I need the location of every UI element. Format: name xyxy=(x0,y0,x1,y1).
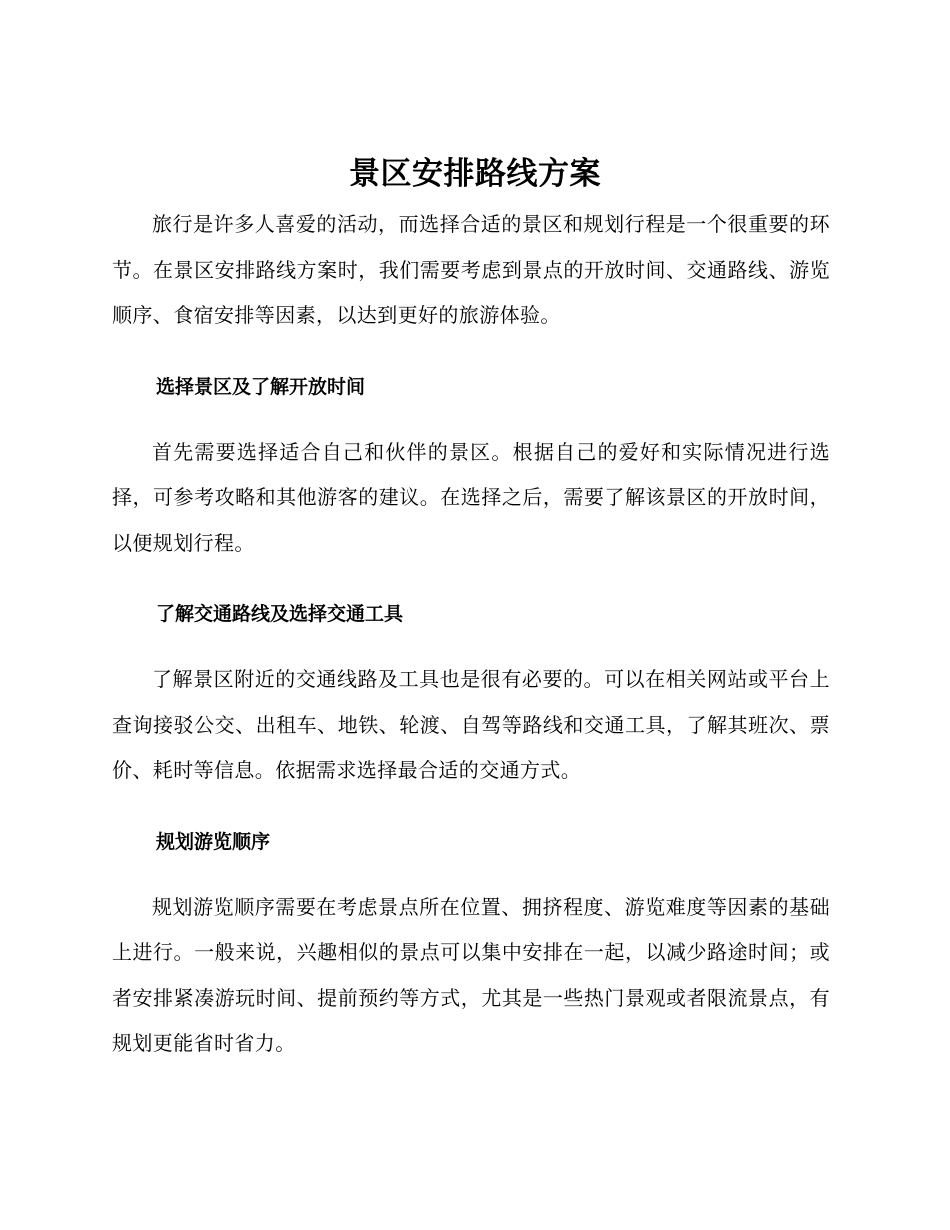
section-body-transport: 了解景区附近的交通线路及工具也是很有必要的。可以在相关网站或平台上查询接驳公交、出租车、地铁、轮渡、自驾等路线和交通工具，了解其班次、票价、耗时等信息。依据需求选择最合适的交通方式。 xyxy=(112,667,830,782)
section-heading-tour-order: 规划游览顺序 xyxy=(156,830,271,853)
intro-paragraph: 旅行是许多人喜爱的活动，而选择合适的景区和规划行程是一个很重要的环节。在景区安排路线方案时，我们需要考虑到景点的开放时间、交通路线、游览顺序、食宿安排等因素，以达到更好的旅游体验。 xyxy=(112,212,830,327)
document-title: 景区安排路线方案 xyxy=(349,156,601,192)
section-heading-choose-scenic-area: 选择景区及了解开放时间 xyxy=(156,375,366,398)
section-heading-transport: 了解交通路线及选择交通工具 xyxy=(156,603,404,625)
section-body-tour-order: 规划游览顺序需要在考虑景点所在位置、拥挤程度、游览难度等因素的基础上进行。一般来说，兴趣相似的景点可以集中安排在一起，以减少路途时间；或者安排紧凑游玩时间、提前预约等方式，尤其是一些热门景观或者限流景点，有规划更能省时省力。 xyxy=(112,894,830,1055)
section-body-choose-scenic-area: 首先需要选择适合自己和伙伴的景区。根据自己的爱好和实际情况进行选择，可参考攻略和其他游客的建议。在选择之后，需要了解该景区的开放时间，以便规划行程。 xyxy=(112,439,830,555)
